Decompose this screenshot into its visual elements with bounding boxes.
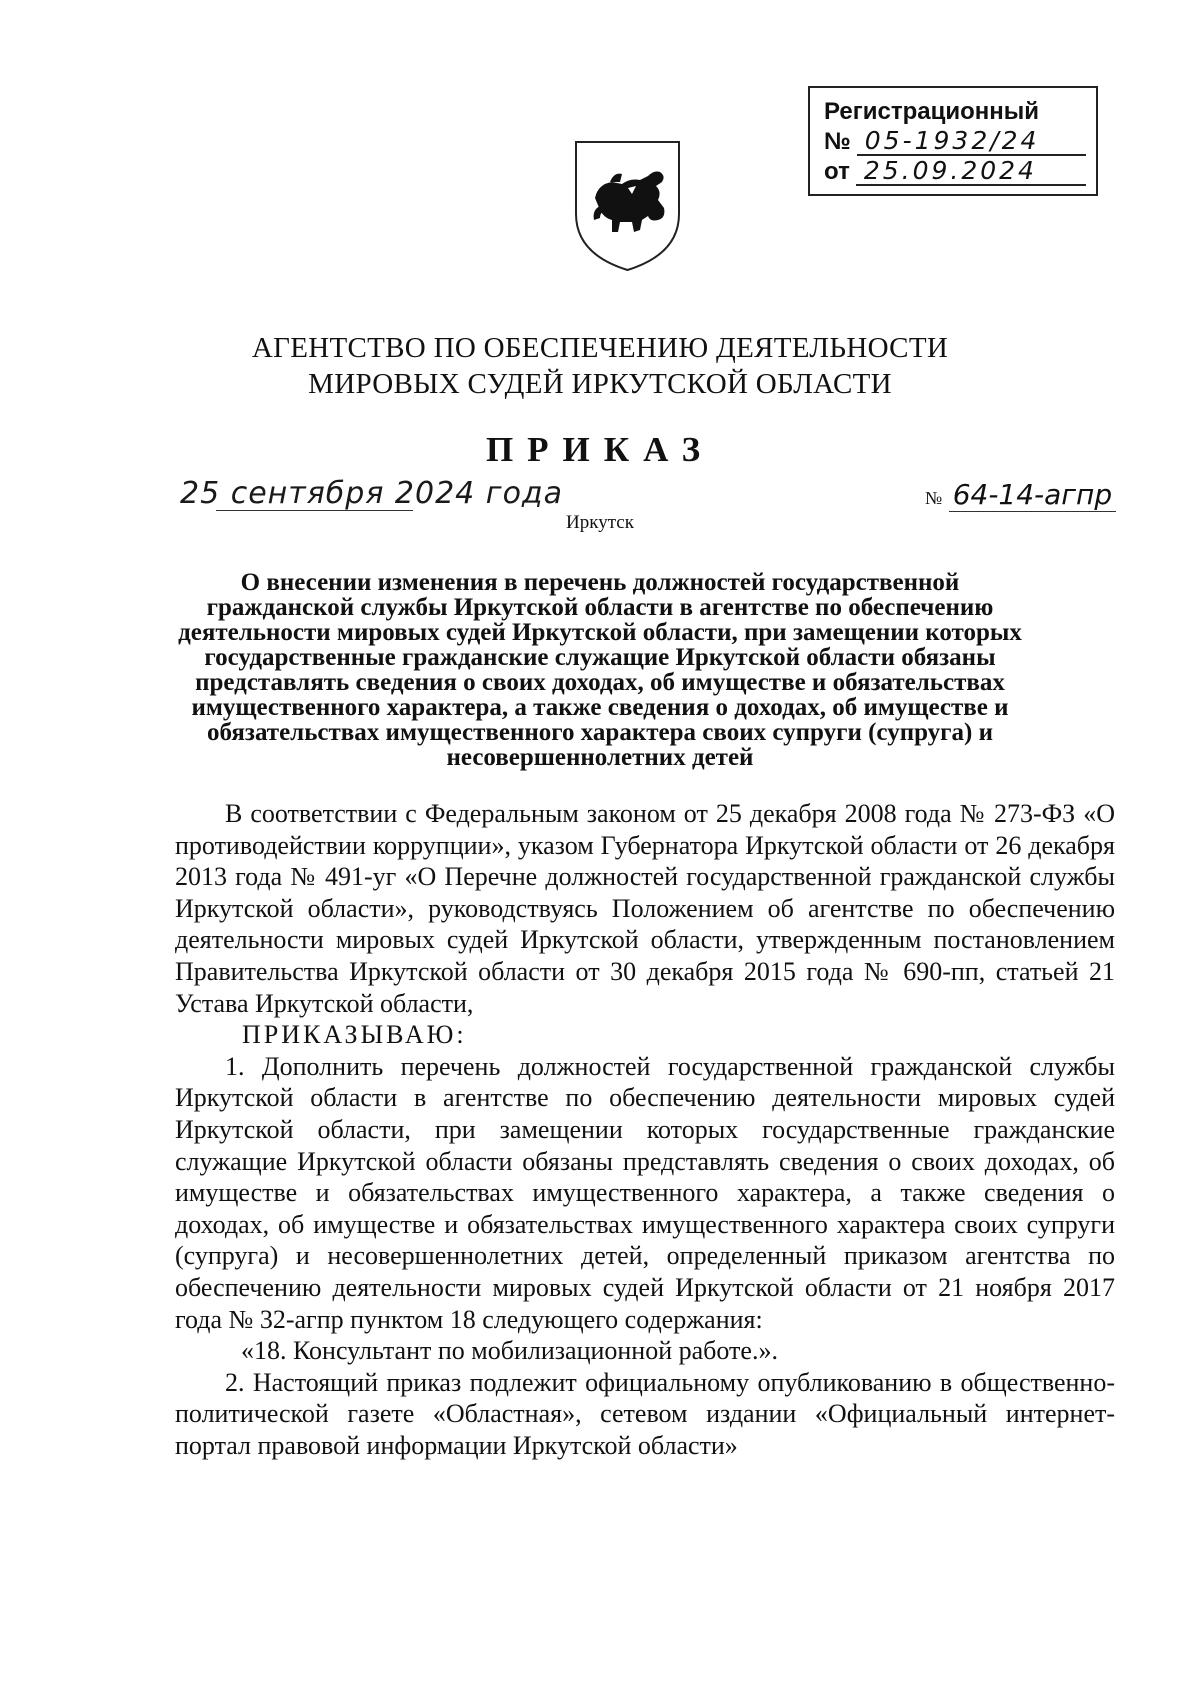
agency-line-1: АГЕНТСТВО ПО ОБЕСПЕЧЕНИЮ ДЕЯТЕЛЬНОСТИ (251, 332, 949, 364)
registration-date-label: от (824, 158, 850, 185)
handwritten-order-number: 64-14-агпр (949, 478, 1116, 512)
directive-word: ПРИКАЗЫВАЮ: (242, 1020, 467, 1050)
registration-date: 25.09.2024 (856, 158, 1086, 186)
item-1-quote: «18. Консультант по мобилизационной работе.». (241, 1336, 778, 1366)
item-1-paragraph: 1. Дополнить перечень должностей государственной гражданской службы Иркутской области в агентстве по обеспечению деятельности мировых судей Иркутской области, при замещении которых государственные гражданские служащие Иркутской области обязаны представлять сведения о своих доходах, об имуществе и обязательствах имущественного характера, а также сведения о доходах, об имуществе и обязательствах имущественного характера своих супруги (супруга) и несовершеннолетних детей, определенный приказом агентства по обеспечению деятельности мировых судей Иркутской области от 21 ноября 2017 года № 32-агпр пунктом 18 следующего содержания: (175, 1051, 1115, 1334)
order-body (175, 798, 1115, 1461)
order-subject: О внесении изменения в перечень должностей государственной гражданской службы Иркутской области в агентстве по обеспечению деятельности мировых судей Иркутской области, при замещении которых государственные гражданские служащие Иркутской области обязаны представлять сведения о своих доходах, об имуществе и обязательствах имущественного характера, а также сведения о доходах, об имуществе и обязательствах имущественного характера своих супруги (супруга) и несовершеннолетних детей (178, 569, 1022, 771)
order-number-label: № (925, 488, 943, 508)
city-name: Иркутск (566, 512, 634, 533)
item-2-paragraph: 2. Настоящий приказ подлежит официальному опубликованию в общественно-политической газете «Областная», сетевом издании «Официальный интернет-портал правовой информации Иркутской области» (175, 1367, 1115, 1460)
document-type-title: ПРИКАЗ (485, 430, 715, 469)
registration-title: Регистрационный (824, 98, 1040, 125)
preamble-paragraph: В соответствии с Федеральным законом от 25 декабря 2008 года № 273-ФЗ «О противодействии коррупции», указом Губернатора Иркутской области от 26 декабря 2013 года № 491-уг «О Перечне должностей государственной гражданской службы Иркутской области», руководствуясь Положением об агентстве по обеспечению деятельности мировых судей Иркутской области, утвержденным постановлением Правительства Иркутской области от 30 декабря 2015 года № 690-пп, статьей 21 Устава Иркутской области, (175, 799, 1115, 1018)
agency-name (0, 330, 1200, 402)
registration-number-label: № (824, 128, 851, 155)
registration-number: 05-1932/24 (857, 128, 1086, 156)
handwritten-order-date: 25 сентября 2024 года (180, 476, 564, 511)
order-number (925, 478, 1116, 511)
coat-of-arms-icon (570, 136, 685, 276)
agency-line-2: МИРОВЫХ СУДЕЙ ИРКУТСКОЙ ОБЛАСТИ (308, 368, 892, 400)
registration-stamp (808, 86, 1098, 196)
